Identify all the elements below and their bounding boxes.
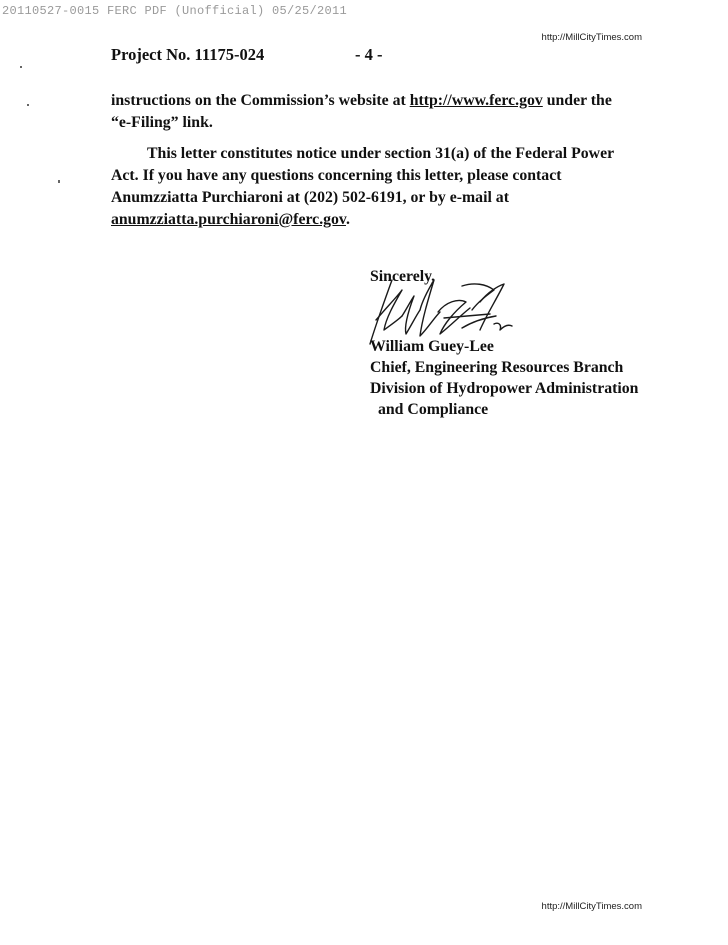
source-watermark-bottom: http://MillCityTimes.com (541, 901, 642, 912)
instructions-text: instructions on the Commission’s website at (111, 92, 410, 109)
project-number: Project No. 11175-024 (111, 45, 265, 64)
ferc-website-link[interactable]: http://www.ferc.gov (409, 92, 543, 109)
instructions-text-end: under the “e-Filing” link. (111, 92, 612, 131)
filing-stamp: 20110527-0015 FERC PDF (Unofficial) 05/25/2011 (2, 4, 348, 18)
instructions-paragraph (111, 90, 631, 134)
signer-title-1: Chief, Engineering Resources Branch (370, 359, 624, 376)
page-number: - 4 - (355, 45, 383, 64)
signer-title-2: Division of Hydropower Administration (370, 380, 639, 397)
signer-name: William Guey-Lee (370, 338, 494, 355)
contact-email-link[interactable]: anumzziatta.purchiaroni@ferc.gov (111, 211, 346, 228)
notice-text: This letter constitutes notice under section 31(a) of the Federal Power Act. If you have any questions concerning this letter, please contact Anumzziatta Purchiaroni at (202) 502-6191, or by e-mail at (111, 145, 614, 206)
scan-speck (20, 66, 22, 68)
scan-speck (58, 180, 60, 183)
closing-salutation: Sincerely, (370, 268, 436, 285)
source-watermark-top: http://MillCityTimes.com (541, 32, 642, 43)
scan-speck (27, 104, 29, 106)
notice-paragraph (111, 143, 631, 231)
signer-title-3: and Compliance (378, 401, 489, 418)
signature-block (370, 336, 638, 420)
notice-text-end: . (345, 211, 350, 228)
